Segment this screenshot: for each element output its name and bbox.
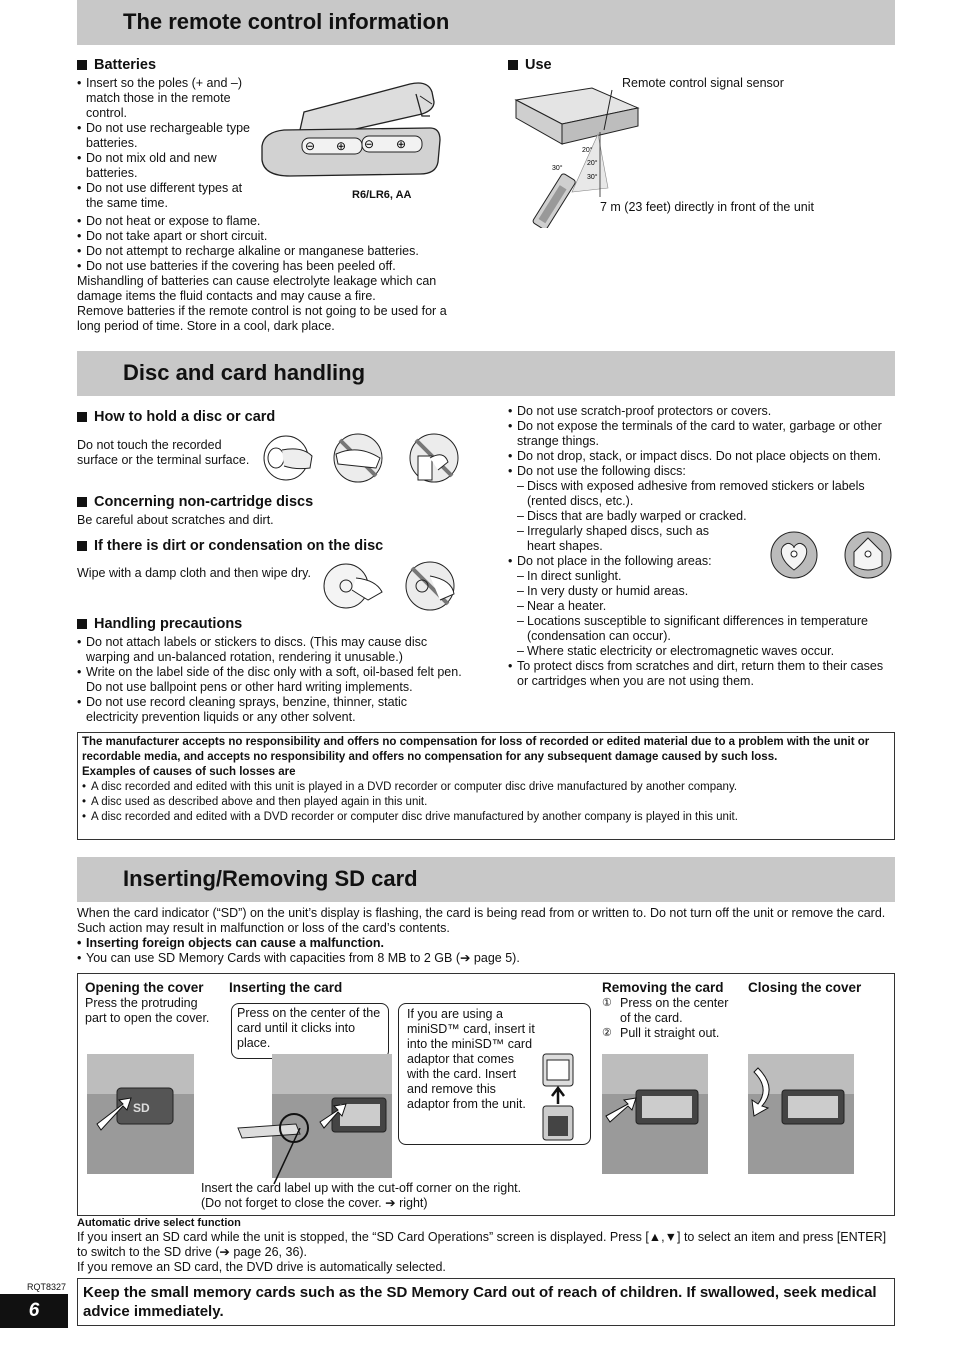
examples-heading: Examples of causes of such losses are [82,766,296,778]
page-number: 6 [0,1294,68,1328]
disc-right-item: • Do not expose the terminals of the card to water, garbage or other strange things. [508,419,896,449]
avoid-area-item: – In direct sunlight. [517,569,896,584]
remote-section-header [77,0,895,45]
model-number: RQT8327 [27,1282,67,1292]
warning-text: Keep the small memory cards such as the SD Memory Card out of reach of children. If swallowed, seek medical advice immediately. [83,1284,877,1320]
avoid-area-item: – In very dusty or humid areas. [517,584,896,599]
battery-type-label: R6/LR6, AA [352,189,412,201]
plus-icon: ⊕ [336,139,347,153]
opening-text: Press the protruding part to open the cover. [85,996,210,1025]
precaution-item: • Do not attach labels or stickers to discs. (This may cause disc warping and un-balanced rotation, rendering it unusable.) [77,635,462,665]
precautions-list [77,635,462,725]
angle-label: 30° [552,165,563,172]
battery-item: • Do not use different types at the same time. [77,181,259,211]
inserting-card-photo [234,1054,392,1178]
warning-box [77,1278,895,1326]
disc-right-item: • Do not use scratch-proof protectors or covers. [508,404,896,419]
noncart-block [77,493,313,511]
unusable-disc-item: – Discs with exposed adhesive from removed stickers or labels (rented discs, etc.). [517,479,896,509]
disclaimer-box [77,732,895,840]
battery-item: • Do not heat or expose to flame. [77,214,477,229]
battery-item: • Do not attempt to recharge alkaline or manganese batteries. [77,244,477,259]
opening-heading: Opening the cover [85,980,204,995]
sd-logo-text: SD [133,1101,150,1115]
minus-icon: ⊖ [305,139,316,153]
auto-select-text-2: If you remove an SD card, the DVD drive is automatically selected. [77,1260,446,1274]
remote-section-title: The remote control information [123,9,450,34]
hold-text: Do not touch the recorded surface or the terminal surface. [77,438,250,467]
step-number: ① [602,997,612,1009]
avoid-area-item: – Where static electricity or electromagnetic waves occur. [517,644,896,659]
insert-note-line: Insert the card label up with the cut-off corner on the right. [201,1181,522,1195]
precautions-block [77,615,242,633]
disc-right-item: • To protect discs from scratches and dirt, return them to their cases or cartridges when you are not using them. [508,659,896,689]
use-block [508,56,552,74]
inserting-heading: Inserting the card [229,980,343,995]
disc-holding-illustration [262,432,462,484]
battery-item: • Do not take apart or short circuit. [77,229,477,244]
sd-section-title: Inserting/Removing SD card [123,866,418,891]
batteries-block [77,56,467,74]
sd-intro-item: • You can use SD Memory Cards with capacities from 8 MB to 2 GB (➔ page 5). [77,951,897,966]
hold-block [77,408,275,426]
disc-section-header [77,351,895,396]
disc-right-item: • Do not drop, stack, or impact discs. Do not place objects on them. [508,449,896,464]
precaution-item: • Write on the label side of the disc only with a soft, oil-based felt pen. Do not use ballpoint pens or other hard writing implements. [77,665,462,695]
sd-intro-text: When the card indicator (“SD”) on the unit’s display is flashing, the card is being read from or written to. Do not turn off the unit or remove the card. Such action may result in malfunction or loss of the card’s contents. [77,906,886,935]
disc-wiping-illustration [322,560,462,612]
closing-heading: Closing the cover [748,980,862,995]
sd-intro-list [77,936,897,966]
battery-item: • Do not mix old and new batteries. [77,151,259,181]
square-bullet-icon [508,60,518,70]
example-item: • A disc recorded and edited with this unit is played in a DVD recorder or computer disc drive manufactured by another company. [82,780,890,795]
disclaimer-text: The manufacturer accepts no responsibility and offers no compensation for loss of recorded or edited material due to a problem with the unit or recordable media, and accepts no responsibility and offers no compensation for any subsequent damage caused by such loss. [82,736,870,763]
noncart-text: Be careful about scratches and dirt. [77,513,274,527]
plus-icon: ⊕ [396,137,407,151]
disc-section-title: Disc and card handling [123,360,366,385]
minisd-callout [398,1003,591,1145]
insert-callout-text: Press on the center of the card until it clicks into place. [237,1006,381,1050]
precaution-item: • Do not use record cleaning sprays, benzine, thinner, static electricity prevention liquids or any other solvent. [77,695,462,725]
precautions-heading: Handling precautions [77,615,242,633]
irregular-disc-illustration [770,530,895,580]
battery-item: • Do not use rechargeable type batteries. [77,121,259,151]
avoid-area-item: – Near a heater. [517,599,896,614]
auto-select-text: If you insert an SD card while the unit is stopped, the “SD Card Operations” screen is displayed. Press [▲,▼] to select an item and press [ENTER] to switch to the SD drive (➔ page 26, 36). [77,1230,887,1259]
step-number: ② [602,1027,612,1039]
minisd-callout-text: If you are using a miniSD™ card, insert it into the miniSD™ card adaptor that comes with the card. Insert and remove this adaptor from the unit. [407,1007,535,1111]
insert-note-line: (Do not forget to close the cover. ➔ right) [201,1196,428,1210]
remote-usage-illustration [512,82,652,228]
noncart-heading: Concerning non-cartridge discs [77,493,313,511]
sensor-label: Remote control signal sensor [622,76,784,90]
battery-item: • Do not use batteries if the covering has been peeled off. [77,259,477,274]
disc-right-item: • Do not place in the following areas: – In direct sunlight. – In very dusty or humid areas. – Near a heater. – Locations susceptible to significant differences in temperature (condensation can occur). – Where static electricity or electromagnetic waves occur. [508,554,896,659]
square-bullet-icon [77,412,87,422]
sd-intro-item: • Inserting foreign objects can cause a malfunction. [77,936,897,951]
examples-list [82,780,890,825]
remote-control-icon [532,173,576,228]
dirt-heading: If there is dirt or condensation on the disc [77,537,383,555]
unusable-disc-item: – Irregularly shaped discs, such as heart shapes. [517,524,727,554]
square-bullet-icon [77,541,87,551]
square-bullet-icon [77,497,87,507]
disc-right-item: • Do not use the following discs: – Discs with exposed adhesive from removed stickers or labels (rented discs, etc.). – Discs that are badly warped or cracked. – Irregularly shaped discs, such as heart shapes. [508,464,896,554]
battery-storage-note: Remove batteries if the remote control is not going to be used for a long period of time. Store in a cool, dark place. [77,304,447,333]
hold-heading: How to hold a disc or card [77,408,275,426]
batteries-list-bottom [77,214,477,274]
auto-select-heading: Automatic drive select function [77,1217,241,1229]
distance-label: 7 m (23 feet) directly in front of the unit [600,200,814,214]
dirt-text: Wipe with a damp cloth and then wipe dry. [77,566,311,580]
removing-step: Pull it straight out. [620,1026,720,1040]
removing-heading: Removing the card [602,980,724,995]
sd-section-header [77,857,895,902]
remote-battery-illustration [260,76,460,186]
callout-pointer-line [270,1128,310,1186]
minisd-adaptor-illustration [539,1052,579,1142]
battery-warning-note: Mishandling of batteries can cause electrolyte leakage which can damage items the fluid contacts and may cause a fire. [77,274,437,303]
batteries-list-top [77,76,259,211]
insert-callout [231,1003,389,1059]
removing-steps [602,996,742,1041]
angle-label: 30° [587,174,598,181]
example-item: • A disc used as described above and then played again in this unit. [82,795,890,810]
closing-cover-photo [748,1054,854,1174]
use-heading: Use [508,56,552,74]
removing-step: Press on the center of the card. [620,996,729,1025]
minus-icon: ⊖ [364,137,375,151]
angle-label: 20° [587,160,598,167]
example-item: • A disc recorded and edited with a DVD recorder or computer disc drive manufactured by another company is played in this unit. [82,810,890,825]
avoid-area-item: – Locations susceptible to significant differences in temperature (condensation can occur). [517,614,896,644]
square-bullet-icon [77,60,87,70]
insert-note [201,1181,581,1211]
opening-cover-photo [87,1054,194,1174]
unusable-disc-item: – Discs that are badly warped or cracked. [517,509,896,524]
square-bullet-icon [77,619,87,629]
avoid-areas-list [517,569,896,659]
dirt-block [77,537,383,555]
battery-item: • Insert so the poles (+ and –) match those in the remote control. [77,76,259,121]
removing-card-photo [602,1054,708,1174]
angle-label: 20° [582,147,593,154]
batteries-heading: Batteries [77,56,467,74]
